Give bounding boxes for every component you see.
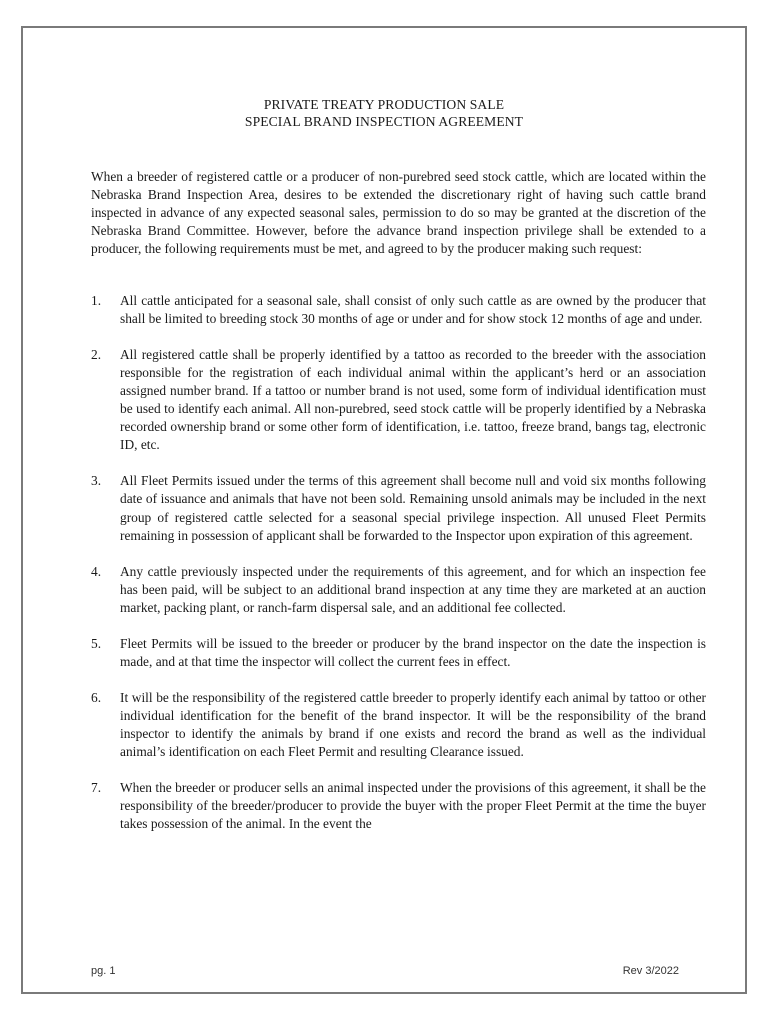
item-text: All registered cattle shall be properly identified by a tattoo as recorded to the breeder with the association responsible for the registration of each individual animal within the applicant’s herd or an association assigned number brand. If a tattoo or number brand is not used, some form of individual identification must be used to identify each animal. All non-purebred, seed stock cattle will be properly identified by a Nebraska recorded ownership brand or some other form of identification, i.e. tattoo, freeze brand, bangs tag, electronic ID, etc. [120,346,706,453]
document-title [23,96,745,130]
item-number: 6. [91,689,102,705]
requirement-item-3 [91,472,706,544]
item-text: It will be the responsibility of the registered cattle breeder to properly identify each animal by tattoo or other individual identification for the benefit of the brand inspector. It will be the responsibility of the brand inspector to identify the animals by brand if one exists and record the brand as well as the individual animal’s identification on each Fleet Permit and resulting Clearance issued. [120,689,706,759]
requirement-item-6 [91,689,706,761]
item-number: 5. [91,635,102,651]
requirement-item-2 [91,346,706,455]
intro-paragraph: When a breeder of registered cattle or a producer of non-purebred seed stock cattle, which are located within the Nebraska Brand Inspection Area, desires to be extended the discretionary right of having such cattle brand inspected in advance of any expected seasonal sales, permission to do so may be granted at the discretion of the Nebraska Brand Committee. However, before the advance brand inspection privilege shall be extended to a producer, the following requirements must be met, and agreed to by the producer making such request: [91,169,706,257]
requirement-item-7 [91,779,706,833]
item-number: 1. [91,293,102,308]
page-number: pg. 1 [91,965,116,977]
item-text: All cattle anticipated for a seasonal sale, shall consist of only such cattle as are owned by the producer that shall be limited to breeding stock 30 months of age or under and for show stock 12 months of age and under. [120,293,706,327]
item-text: When the breeder or producer sells an animal inspected under the provisions of this agreement, it shall be the responsibility of the breeder/producer to provide the buyer with the proper Fleet Permit at the time the buyer takes possession of the animal. In the event the [120,779,706,831]
item-number: 7. [91,779,102,795]
document-page [21,26,747,994]
title-line-2: SPECIAL BRAND INSPECTION AGREEMENT [244,114,524,129]
item-number: 4. [91,563,102,579]
item-text: All Fleet Permits issued under the terms of this agreement shall become null and void six months following date of issuance and animals that have not been sold. Remaining unsold animals may be included in the next group of registered cattle selected for a seasonal special privilege inspection. All unused Fleet Permits remaining in possession of applicant shall be forwarded to the Inspector upon expiration of this agreement. [120,473,706,543]
item-number: 2. [91,346,102,362]
requirements-list [91,292,706,851]
item-text: Fleet Permits will be issued to the breeder or producer by the brand inspector on the date the inspection is made, and at that time the inspector will collect the current fees in effect. [120,635,706,669]
requirement-item-4 [91,563,706,617]
title-line-1: PRIVATE TREATY PRODUCTION SALE [263,97,505,112]
requirement-item-5 [91,635,706,671]
requirement-item-1 [91,292,706,328]
item-number: 3. [91,473,102,489]
item-text: Any cattle previously inspected under the requirements of this agreement, and for which an inspection fee has been paid, will be subject to an additional brand inspection at any time they are marketed at an auction market, packing plant, or ranch-farm dispersal sale, and an additional fee collected. [120,563,706,615]
revision-label: Rev 3/2022 [622,965,679,977]
